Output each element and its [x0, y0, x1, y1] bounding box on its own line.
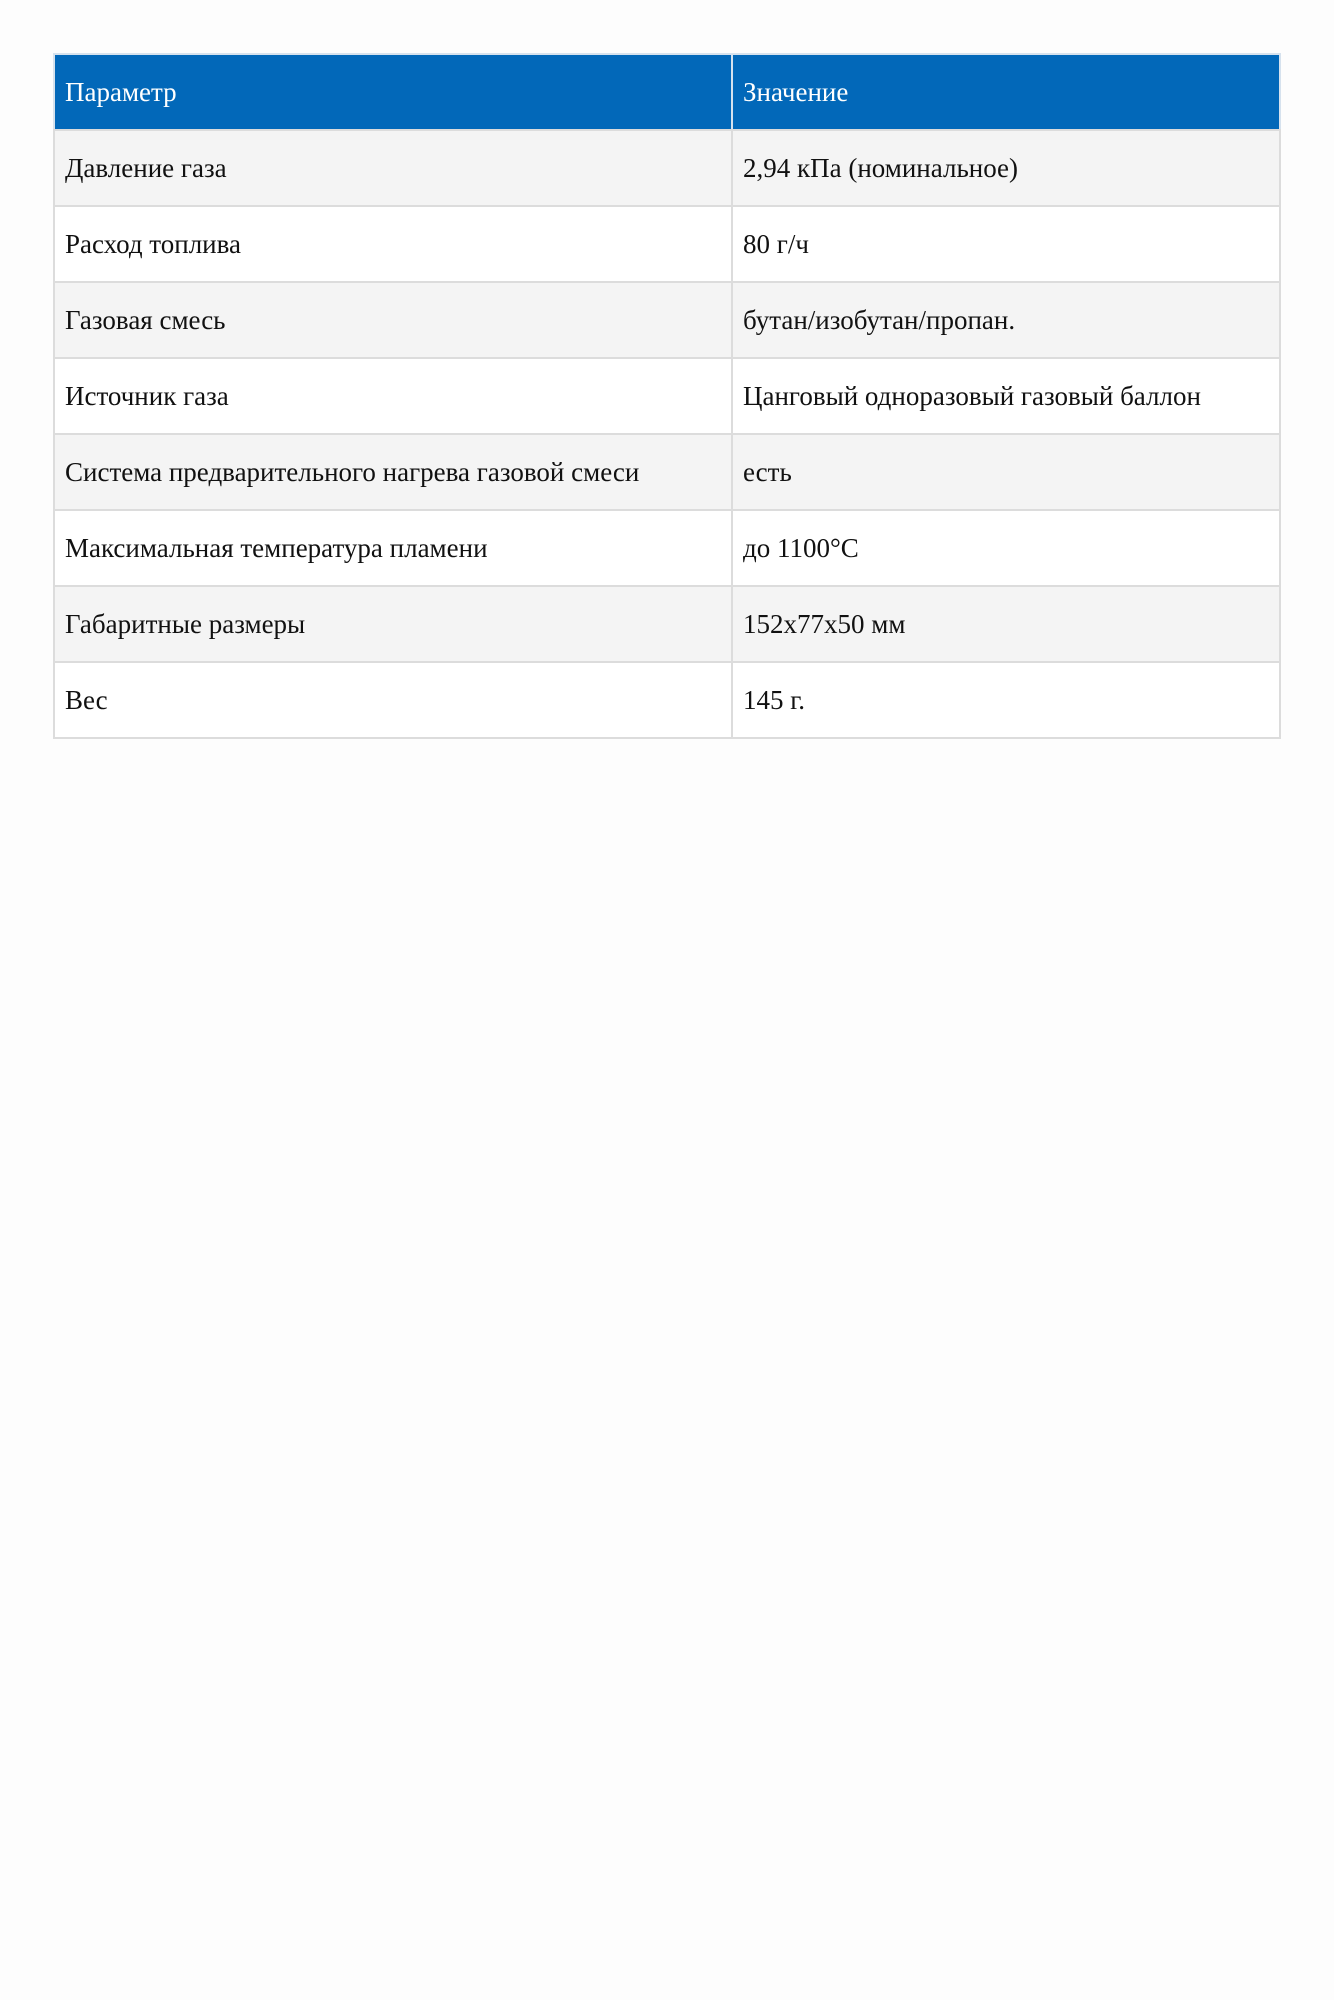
parameter-cell: Система предварительного нагрева газовой смеси: [54, 434, 732, 510]
value-cell: бутан/изобутан/пропан.: [732, 282, 1280, 358]
header-value: Значение: [732, 54, 1280, 130]
specifications-table: [53, 53, 1281, 739]
table-body: [54, 130, 1280, 738]
parameter-cell: Вес: [54, 662, 732, 738]
parameter-cell: Максимальная температура пламени: [54, 510, 732, 586]
parameter-cell: Газовая смесь: [54, 282, 732, 358]
parameter-cell: Габаритные размеры: [54, 586, 732, 662]
table-header-row: [54, 54, 1280, 130]
table-row: [54, 586, 1280, 662]
parameter-cell: Давление газа: [54, 130, 732, 206]
parameter-cell: Расход топлива: [54, 206, 732, 282]
value-cell: 2,94 кПа (номинальное): [732, 130, 1280, 206]
parameter-cell: Источник газа: [54, 358, 732, 434]
table-row: [54, 662, 1280, 738]
table-row: [54, 282, 1280, 358]
value-cell: есть: [732, 434, 1280, 510]
value-cell: Цанговый одноразовый газовый баллон: [732, 358, 1280, 434]
value-cell: 80 г/ч: [732, 206, 1280, 282]
header-parameter: Параметр: [54, 54, 732, 130]
table-row: [54, 206, 1280, 282]
value-cell: до 1100°С: [732, 510, 1280, 586]
table-row: [54, 434, 1280, 510]
table-header: [54, 54, 1280, 130]
table-row: [54, 130, 1280, 206]
table-row: [54, 510, 1280, 586]
value-cell: 152х77х50 мм: [732, 586, 1280, 662]
table-row: [54, 358, 1280, 434]
value-cell: 145 г.: [732, 662, 1280, 738]
